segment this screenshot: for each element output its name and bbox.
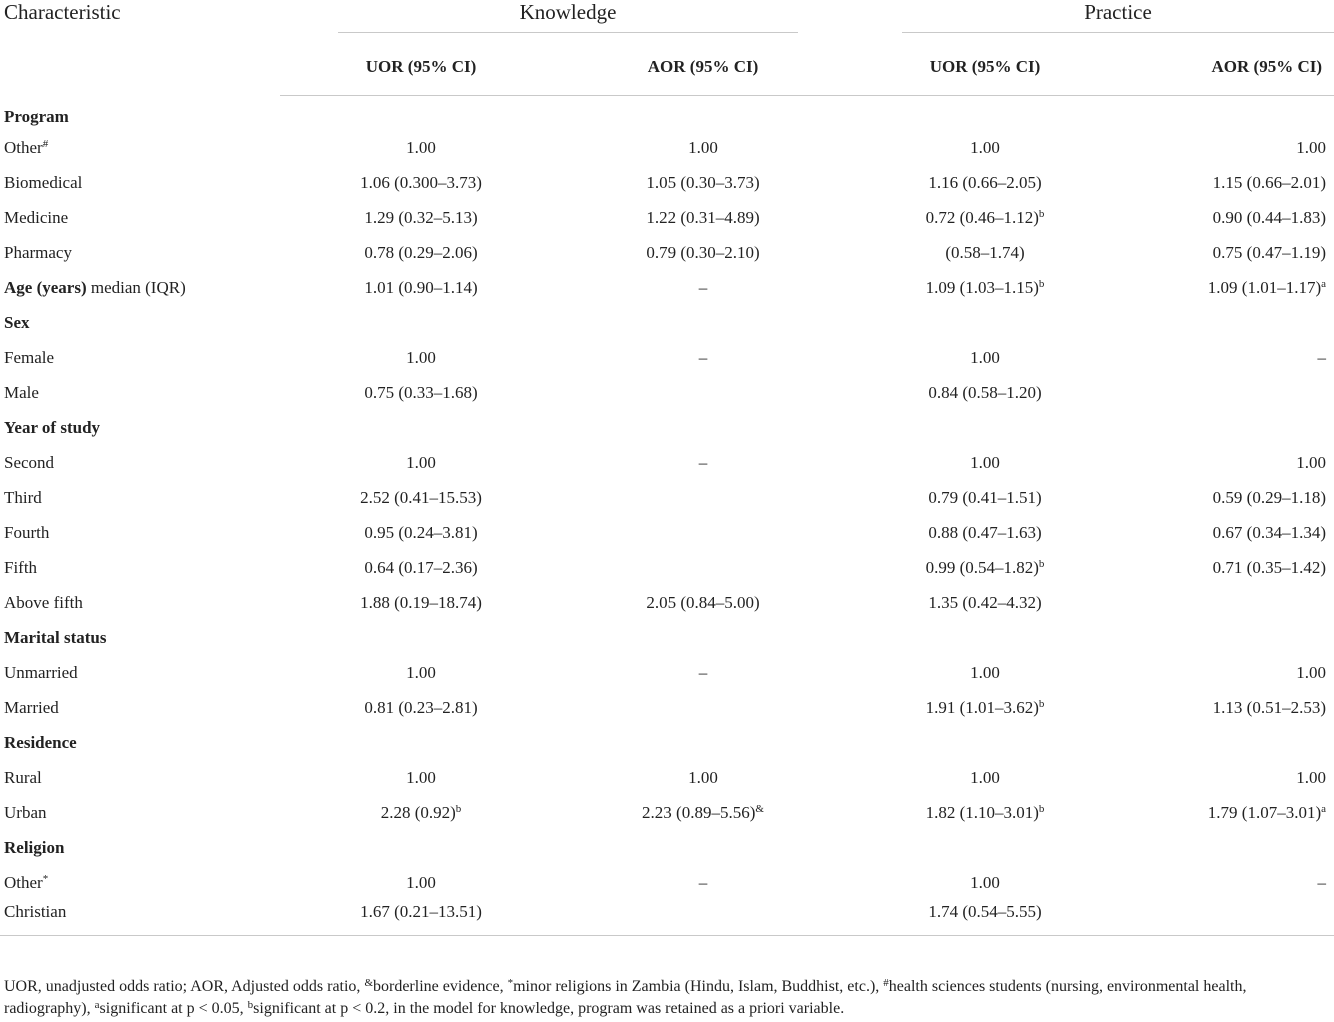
table-row <box>0 516 1334 551</box>
table-cell: 0.72 $(0.46-1.12)^b$ <box>925 208 1045 227</box>
knowledge-header: Knowledge <box>280 0 844 38</box>
row-label: Pharmacy <box>4 243 72 262</box>
table-cell <box>1126 621 1334 656</box>
table-cell: 0.75 (0.47–1.19) <box>1212 243 1326 262</box>
footnote-text: UOR, unadjusted odds ratio; AOR, Adjusted odds ratio, <box>4 978 365 995</box>
table-cell <box>280 831 562 866</box>
table-row <box>0 236 1334 271</box>
row-label: Other# <box>4 138 49 157</box>
practice-aor-header: AOR (95% CI) <box>1126 38 1334 96</box>
table-cell: 2.23 (0.89–5.56)& <box>642 803 764 822</box>
row-label: Unmarried <box>4 663 78 682</box>
table-cell <box>844 306 1126 341</box>
table-cell: 0.79 (0.30–2.10) <box>646 243 760 262</box>
table-cell: 1.79 $(1.07-3.01)^a$ <box>1207 803 1326 822</box>
table-cell: 1.00 <box>406 873 436 892</box>
table-row <box>0 796 1334 831</box>
table-cell: 1.88 (0.19–18.74) <box>360 593 482 612</box>
table-cell <box>844 621 1126 656</box>
footnote-text: significant at p < 0.2, in the model for knowledge, program was retained as a priori variable. <box>253 1000 845 1017</box>
table-cell: 1.35 (0.42–4.32) <box>928 593 1042 612</box>
table-cell: 1.00 <box>970 138 1000 157</box>
footnote-marker: b <box>1038 208 1045 220</box>
section-row <box>0 621 1334 656</box>
table-cell: 0.64 (0.17–2.36) <box>364 558 478 577</box>
table-cell: 1.00 <box>970 453 1000 472</box>
table-cell: 1.29 (0.32–5.13) <box>364 208 478 227</box>
table-cell: 0.90 (0.44–1.83) <box>1212 208 1326 227</box>
table-cell <box>562 691 844 726</box>
table-row <box>0 131 1334 166</box>
table-cell <box>280 306 562 341</box>
table-row <box>0 901 1334 936</box>
table-cell <box>562 516 844 551</box>
table-cell <box>844 726 1126 761</box>
table-cell <box>844 831 1126 866</box>
table-cell: 1.00 <box>1296 453 1326 472</box>
table-cell: 1.00 <box>970 663 1000 682</box>
row-label: Female <box>4 348 55 367</box>
table-cell: – <box>698 348 708 367</box>
footnote-marker: # <box>42 138 49 150</box>
table-cell: 1.00 <box>970 768 1000 787</box>
row-label: Rural <box>4 768 42 787</box>
section-label: Marital status <box>4 628 107 647</box>
table-cell: 1.00 <box>406 453 436 472</box>
table-row <box>0 166 1334 201</box>
row-label: Christian <box>0 901 280 936</box>
table-cell: 0.71 (0.35–1.42) <box>1212 558 1326 577</box>
table-cell: 1.15 (0.66–2.01) <box>1212 173 1326 192</box>
practice-header: Practice <box>844 0 1334 38</box>
knowledge-uor-header: UOR (95% CI) <box>280 38 562 96</box>
footnote-marker: * <box>507 977 514 989</box>
table-cell: 1.00 <box>1296 768 1326 787</box>
table-cell <box>562 551 844 586</box>
footnote-marker: b <box>1038 803 1045 815</box>
footnote-marker: b <box>1038 278 1045 290</box>
table-cell: 1.00 <box>970 873 1000 892</box>
knowledge-aor-header: AOR (95% CI) <box>562 38 844 96</box>
table-cell: 1.16 (0.66–2.05) <box>928 173 1042 192</box>
footnote-marker: b <box>247 999 254 1011</box>
section-label: Age (years) median (IQR) <box>4 278 186 297</box>
table-cell: 1.09 $(1.01-1.17)^a$ <box>1207 278 1326 297</box>
table-row <box>0 376 1334 411</box>
table-cell: 0.99 $(0.54-1.82)^b$ <box>925 558 1045 577</box>
table-cell: – <box>1317 348 1326 367</box>
table-cell: 0.78 (0.29–2.06) <box>364 243 478 262</box>
table-cell <box>562 831 844 866</box>
table-cell: 1.00 <box>406 348 436 367</box>
footnote-marker: & <box>364 977 373 989</box>
table-cell <box>280 726 562 761</box>
section-row <box>0 726 1334 761</box>
table-cell: 1.74 (0.54–5.55) <box>844 901 1126 936</box>
section-label: Program <box>4 107 69 126</box>
table-row <box>0 761 1334 796</box>
row-label: Third <box>4 488 42 507</box>
table-row <box>0 201 1334 236</box>
table-cell: – <box>698 453 708 472</box>
row-label: Fifth <box>4 558 38 577</box>
table-cell: 0.59 (0.29–1.18) <box>1212 488 1326 507</box>
table-cell: 0.84 (0.58–1.20) <box>928 383 1042 402</box>
table-row <box>0 656 1334 691</box>
table-cell <box>562 411 844 446</box>
footnote-text: significant at p < 0.05, <box>99 1000 248 1017</box>
table-row <box>0 586 1334 621</box>
table-cell: 1.09 $(1.03-1.15)^b$ <box>925 278 1045 297</box>
table-cell <box>1126 586 1334 621</box>
table-cell: 1.00 <box>970 348 1000 367</box>
footnote-text: health sciences students (nursing, environmental health, radiography), <box>4 978 1247 1017</box>
table-cell <box>1126 901 1334 936</box>
row-label: Urban <box>4 803 47 822</box>
table-cell <box>280 96 562 131</box>
table-row <box>0 446 1334 481</box>
row-label: Medicine <box>4 208 69 227</box>
table-cell: 0.75 (0.33–1.68) <box>364 383 478 402</box>
section-label: Year of study <box>4 418 101 437</box>
footnote-marker: b <box>455 803 462 815</box>
section-row <box>0 411 1334 446</box>
table-cell <box>844 96 1126 131</box>
table-footnote <box>4 976 1330 1020</box>
table-cell <box>562 96 844 131</box>
table-cell: 1.00 <box>1296 663 1326 682</box>
table-cell <box>1126 96 1334 131</box>
table-cell: 1.00 <box>406 138 436 157</box>
table-row <box>0 341 1334 376</box>
row-label: Other* <box>4 873 49 892</box>
table-row <box>0 551 1334 586</box>
footnote-marker: # <box>883 977 889 989</box>
table-cell: 2.52 (0.41–15.53) <box>360 488 482 507</box>
practice-uor-header: UOR (95% CI) <box>844 38 1126 96</box>
table-cell <box>562 726 844 761</box>
footnote-marker: * <box>42 873 49 885</box>
table-cell <box>1126 726 1334 761</box>
table-cell <box>562 621 844 656</box>
table-cell: – <box>1317 873 1326 892</box>
table-cell: 0.79 (0.41–1.51) <box>928 488 1042 507</box>
table-cell <box>1126 376 1334 411</box>
characteristic-header: Characteristic <box>4 0 121 24</box>
table-row <box>0 481 1334 516</box>
table-cell: 0.81 (0.23–2.81) <box>364 698 478 717</box>
row-label: Fourth <box>4 523 50 542</box>
table-cell: 1.01 (0.90–1.14) <box>364 278 478 297</box>
table-cell: 1.00 <box>406 768 436 787</box>
table-cell: 1.82 $(1.10-3.01)^b$ <box>925 803 1045 822</box>
section-label: Religion <box>4 838 65 857</box>
table-cell: 1.00 <box>688 768 718 787</box>
table-cell: – <box>698 278 708 297</box>
table-cell: 0.67 (0.34–1.34) <box>1212 523 1326 542</box>
table-cell: 1.91 $(1.01-3.62)^b$ <box>925 698 1045 717</box>
table-cell <box>280 621 562 656</box>
row-label: Married <box>4 698 59 717</box>
row-label: Second <box>4 453 55 472</box>
footnote-marker: a <box>94 999 100 1011</box>
table-body <box>0 96 1334 936</box>
table-cell: – <box>698 663 708 682</box>
table-cell: – <box>698 873 708 892</box>
table-cell: (0.58–1.74) <box>945 243 1025 262</box>
table-cell <box>1126 411 1334 446</box>
footnote-text: borderline evidence, <box>373 978 508 995</box>
section-row <box>0 306 1334 341</box>
footnote-text: minor religions in Zambia (Hindu, Islam, Buddhist, etc.), <box>513 978 884 995</box>
footnote-marker: & <box>755 803 764 815</box>
table-cell: 0.88 (0.47–1.63) <box>928 523 1042 542</box>
table-cell: 1.00 <box>1296 138 1326 157</box>
table-cell: 1.00 <box>406 663 436 682</box>
table-cell <box>562 376 844 411</box>
table-cell: 2.28 $(0.92)^b$ <box>380 803 462 822</box>
section-label: Residence <box>4 733 77 752</box>
row-label: Biomedical <box>4 173 83 192</box>
table-cell: 2.05 (0.84–5.00) <box>646 593 760 612</box>
table-cell <box>280 411 562 446</box>
table-cell <box>844 411 1126 446</box>
table-cell <box>1126 306 1334 341</box>
row-label: Male <box>4 383 39 402</box>
table-cell <box>562 481 844 516</box>
table-row <box>0 691 1334 726</box>
table-cell: 1.00 <box>688 138 718 157</box>
table-cell: 1.67 (0.21–13.51) <box>280 901 562 936</box>
section-row <box>0 271 1334 306</box>
footnote-marker: b <box>1038 558 1045 570</box>
table-cell: 0.95 (0.24–3.81) <box>364 523 478 542</box>
table-cell: 1.06 (0.300–3.73) <box>360 173 482 192</box>
table-cell <box>562 901 844 936</box>
section-row <box>0 831 1334 866</box>
table-cell: 1.22 (0.31–4.89) <box>646 208 760 227</box>
table-cell <box>1126 831 1334 866</box>
table-cell: 1.05 (0.30–3.73) <box>646 173 760 192</box>
footnote-marker: a <box>1321 278 1326 290</box>
section-row <box>0 96 1334 131</box>
footnote-marker: b <box>1038 698 1045 710</box>
table-cell <box>562 306 844 341</box>
table-cell: 1.13 (0.51–2.53) <box>1212 698 1326 717</box>
section-label: Sex <box>4 313 30 332</box>
row-label: Above fifth <box>4 593 83 612</box>
table-row <box>0 866 1334 901</box>
footnote-marker: a <box>1321 803 1326 815</box>
